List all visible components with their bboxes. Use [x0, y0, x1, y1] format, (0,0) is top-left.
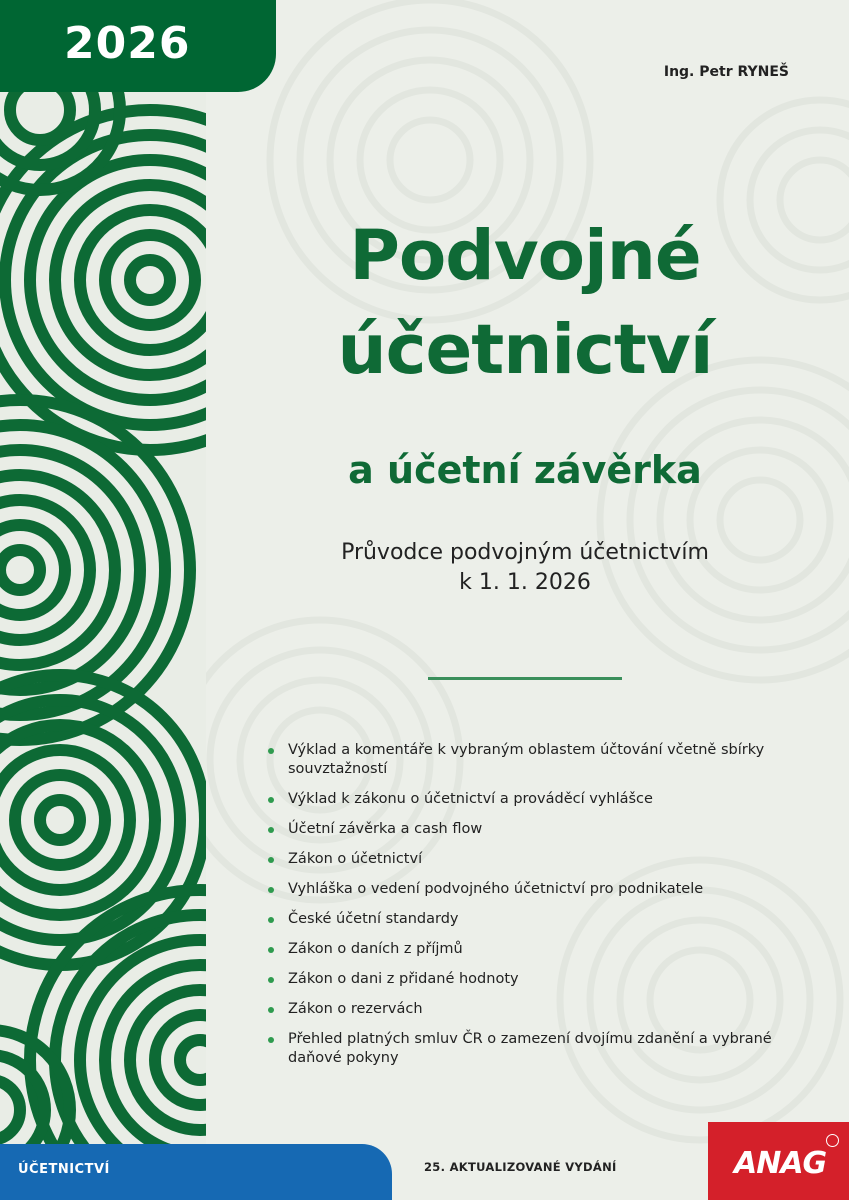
category-label: ÚČETNICTVÍ	[18, 1162, 110, 1177]
feature-text: Zákon o rezervách	[288, 1001, 423, 1017]
bullet-icon	[268, 947, 274, 953]
feature-text: Vyhláška o vedení podvojného účetnictví pro podnikatele	[288, 881, 704, 897]
bullet-icon	[268, 1037, 274, 1043]
bullet-icon	[268, 748, 274, 754]
feature-text: Zákon o účetnictví	[288, 851, 423, 867]
guide-line-2: k 1. 1. 2026	[459, 570, 591, 595]
book-subtitle: a účetní závěrka	[348, 448, 702, 492]
guide-line-1: Průvodce podvojným účetnictvím	[341, 540, 709, 565]
year-tab	[0, 0, 276, 92]
feature-text: Zákon o daních z příjmů	[288, 941, 463, 957]
list-item	[268, 940, 808, 959]
swirl-pattern-strip	[0, 0, 206, 1200]
book-title-line-2: účetnictví	[337, 310, 713, 390]
feature-text: Výklad k zákonu o účetnictví a prováděcí vyhlášce	[288, 791, 653, 807]
concentric-swirl-art	[0, 0, 206, 1200]
book-title-line-1: Podvojné	[349, 216, 701, 296]
guide-description	[230, 538, 820, 598]
features-list	[268, 741, 808, 1079]
category-tab	[0, 1144, 392, 1200]
feature-text: České účetní standardy	[288, 911, 459, 927]
publisher-logo-box	[708, 1122, 849, 1200]
list-item	[268, 880, 808, 899]
registered-mark-icon	[826, 1134, 839, 1147]
bullet-icon	[268, 1007, 274, 1013]
bullet-icon	[268, 797, 274, 803]
title-line-1-container	[230, 212, 820, 300]
list-item	[268, 970, 808, 989]
bullet-icon	[268, 917, 274, 923]
edition-year: 2026	[64, 18, 191, 69]
feature-text: Zákon o dani z přidané hodnoty	[288, 971, 519, 987]
divider-line	[428, 677, 622, 680]
bullet-icon	[268, 977, 274, 983]
list-item	[268, 1030, 808, 1068]
title-line-2-container	[230, 306, 820, 394]
list-item	[268, 850, 808, 869]
feature-text: Účetní závěrka a cash flow	[288, 821, 483, 837]
feature-text: Přehled platných smluv ČR o zamezení dvojímu zdanění a vybrané daňové pokyny	[288, 1031, 772, 1066]
publisher-logo: ANAG	[734, 1146, 827, 1181]
bullet-icon	[268, 887, 274, 893]
list-item	[268, 790, 808, 809]
list-item	[268, 1000, 808, 1019]
list-item	[268, 741, 808, 779]
feature-text: Výklad a komentáře k vybraným oblastem účtování včetně sbírky souvztažností	[288, 742, 765, 777]
list-item	[268, 910, 808, 929]
list-item	[268, 820, 808, 839]
author-name: Ing. Petr RYNEŠ	[663, 64, 789, 80]
bullet-icon	[268, 857, 274, 863]
bullet-icon	[268, 827, 274, 833]
edition-label: 25. AKTUALIZOVANÉ VYDÁNÍ	[424, 1160, 617, 1174]
